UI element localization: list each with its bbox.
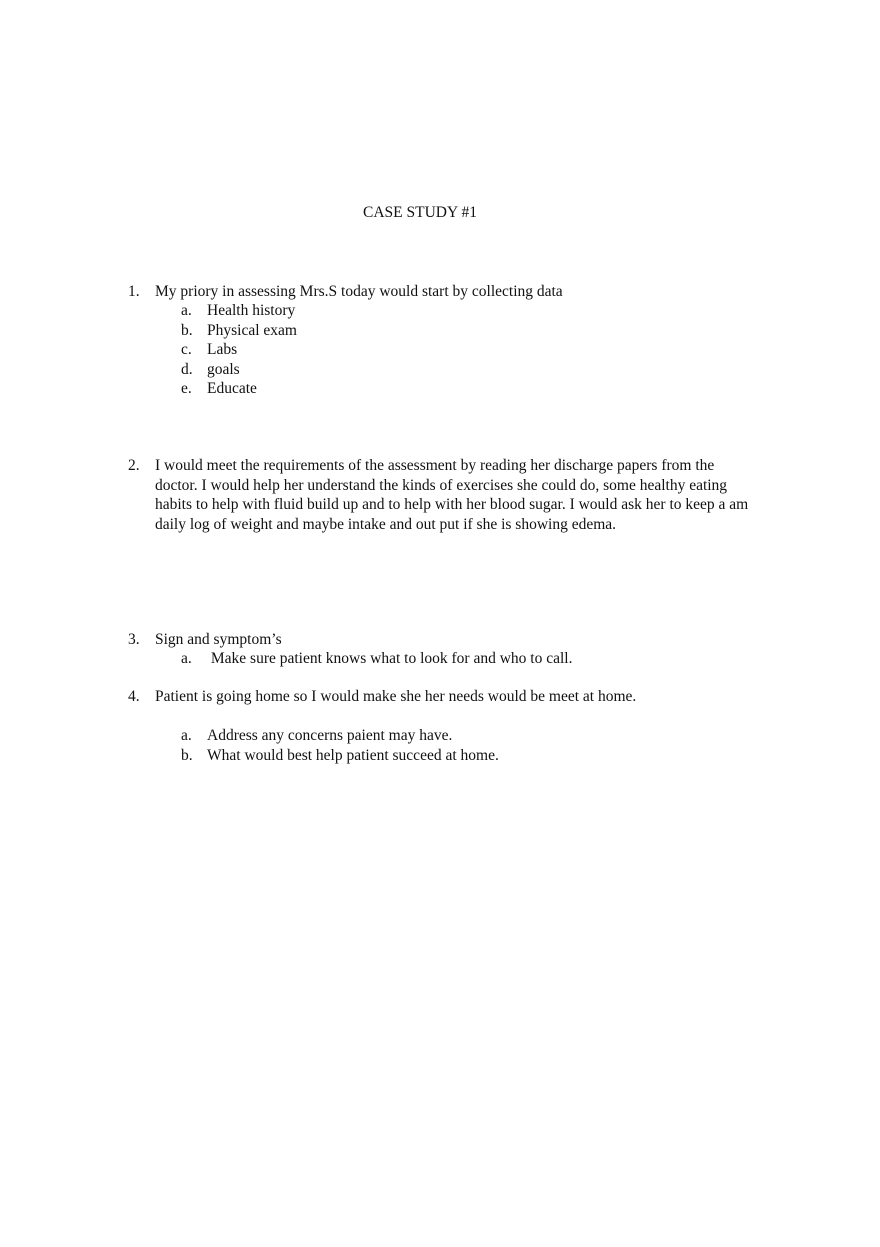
item-text: My priory in assessing Mrs.S today would start by collecting data [155,283,563,300]
sub-item-letter: b. [181,747,193,764]
item-number: 3. [128,631,140,648]
paragraph-line: habits to help with fluid build up and to help with her blood sugar. I would ask her to keep a am [155,496,749,513]
sub-item-text: Address any concerns paient may have. [207,727,453,744]
paragraph-line: daily log of weight and maybe intake and out put if she is showing edema. [155,515,617,533]
sub-item-letter: d. [181,360,193,378]
item-text: Patient is going home so I would make she her needs would be meet at home. [155,688,637,705]
sub-item-letter: a. [181,727,192,744]
sub-item-text: Educate [207,380,257,397]
item-number: 2. [128,457,140,474]
sub-item-text: Make sure patient knows what to look for and who to call. [207,650,573,667]
sub-item-letter: b. [181,321,193,339]
sub-item-text: Physical exam [207,321,297,339]
paragraph-line: I would meet the requirements of the assessment by reading her discharge papers from the [155,457,715,474]
sub-item-letter: a. [181,302,192,319]
page-title: CASE STUDY #1 [363,204,477,221]
sub-item-letter: a. [181,650,192,667]
sub-item-text: What would best help patient succeed at home. [207,747,499,764]
sub-item-text: Health history [207,302,296,319]
sub-item-text: Labs [207,341,238,358]
sub-item-letter: c. [181,341,192,358]
item-paragraph [155,456,765,534]
sub-item-text: goals [207,360,240,378]
item-text: Sign and symptom’s [155,631,282,648]
item-number: 1. [128,283,140,300]
paragraph-line: doctor. I would help her understand the kinds of exercises she could do, some healthy eating [155,476,728,494]
sub-item-letter: e. [181,380,192,397]
item-number: 4. [128,688,140,705]
